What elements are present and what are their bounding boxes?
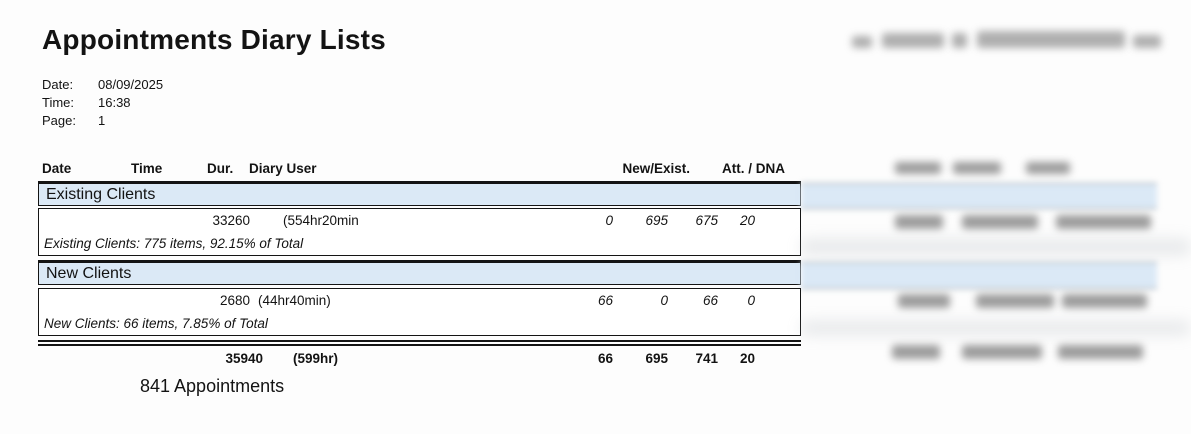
redacted-value [892, 345, 940, 359]
exist-count: 695 [645, 213, 668, 228]
redacted-value [898, 294, 950, 308]
redacted-word [1026, 162, 1070, 174]
existing-clients-summary: Existing Clients: 775 items, 92.15% of Total [44, 236, 304, 251]
new-clients-summary: New Clients: 66 items, 7.85% of Total [44, 316, 268, 331]
col-header-new-exist: New/Exist. [622, 161, 690, 176]
page-title: Appointments Diary Lists [42, 24, 386, 55]
meta-date [42, 77, 163, 95]
redacted-value [1058, 345, 1143, 359]
col-header-time: Time [131, 161, 163, 176]
dna-count: 0 [747, 293, 755, 308]
duration-text: (599hr) [293, 351, 339, 366]
redacted-value [1056, 215, 1151, 229]
att-count: 675 [695, 213, 718, 228]
redacted-word [895, 162, 941, 174]
redacted-word [1133, 35, 1161, 48]
duration-text: (44hr40min) [258, 293, 331, 308]
new-count: 66 [597, 293, 613, 308]
redacted-band-extension [801, 183, 1157, 209]
duration-text: (554hr20min [283, 213, 359, 228]
dna-count: 20 [739, 213, 755, 228]
section-band-new-clients [38, 260, 801, 285]
exist-count: 0 [660, 293, 668, 308]
page-label: Page: [42, 113, 76, 128]
section-name: New Clients [46, 265, 132, 282]
meta-time [42, 95, 131, 113]
section-name: Existing Clients [46, 186, 156, 203]
dna-count: 20 [739, 351, 755, 366]
duration-total: 33260 [212, 213, 250, 228]
col-header-dur: Dur. [207, 161, 234, 176]
redacted-word [882, 33, 944, 48]
scan-artifact [800, 238, 1191, 256]
page-value: 1 [98, 113, 106, 128]
new-count: 0 [605, 213, 613, 228]
redacted-value [962, 215, 1038, 229]
col-header-date: Date [42, 161, 72, 176]
redacted-value [1062, 294, 1147, 308]
section-band-existing-clients [38, 181, 801, 206]
col-header-diary-user: Diary User [249, 161, 317, 176]
att-count: 741 [695, 351, 718, 366]
time-label: Time: [42, 95, 75, 110]
time-value: 16:38 [98, 95, 131, 110]
redacted-word [977, 31, 1125, 48]
redacted-word [952, 33, 967, 48]
new-count: 66 [597, 351, 613, 366]
date-label: Date: [42, 77, 74, 92]
redacted-value [962, 345, 1042, 359]
redacted-value [895, 215, 943, 229]
duration-total: 2680 [219, 293, 250, 308]
scan-artifact [800, 320, 1191, 336]
redacted-word [852, 36, 872, 48]
appointments-total-summary: 841 Appointments [140, 376, 285, 396]
redacted-band-extension [801, 262, 1157, 289]
totals-double-rule [38, 340, 801, 346]
redacted-word [953, 162, 1001, 174]
redacted-value [976, 294, 1054, 308]
duration-total: 35940 [225, 351, 263, 366]
exist-count: 695 [645, 351, 668, 366]
date-value: 08/09/2025 [98, 77, 164, 92]
att-count: 66 [702, 293, 718, 308]
col-header-att-dna: Att. / DNA [722, 161, 785, 176]
meta-page [42, 113, 105, 131]
